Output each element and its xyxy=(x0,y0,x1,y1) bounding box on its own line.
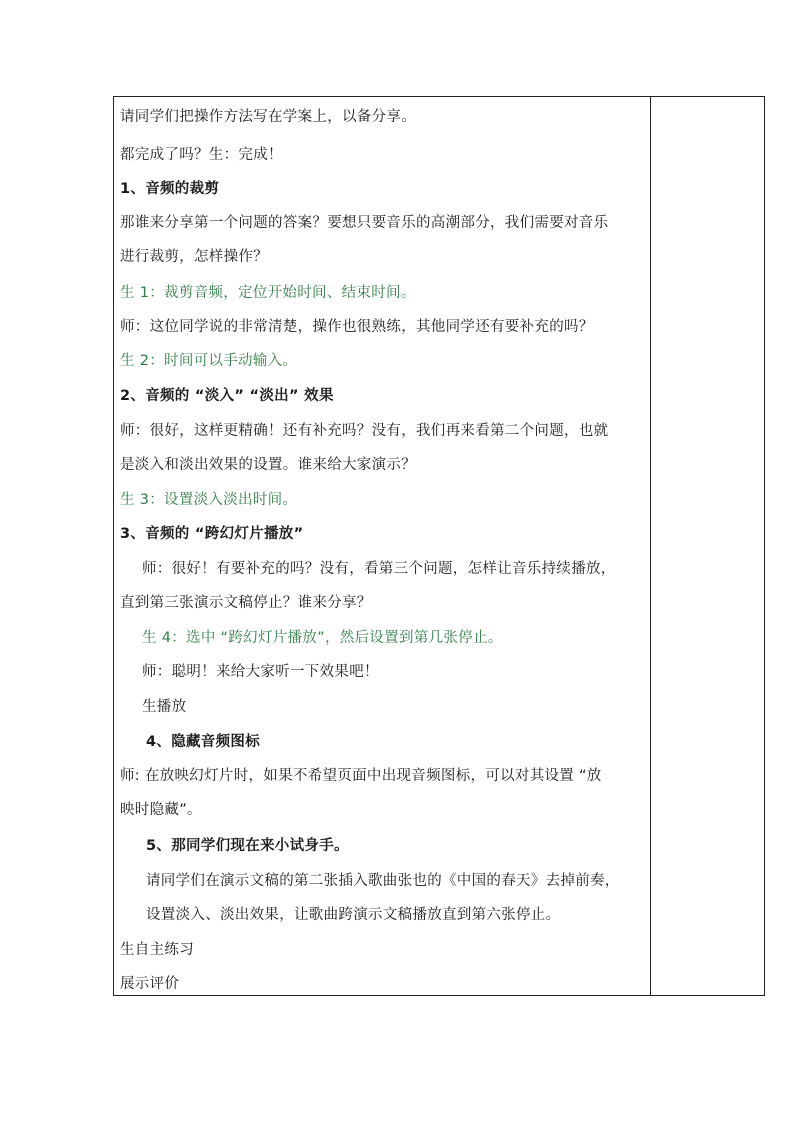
lesson-table xyxy=(113,96,765,996)
text-line: 师：很好，这样更精确！还有补充吗？没有，我们再来看第二个问题，也就 xyxy=(120,423,609,439)
text-line: 都完成了吗？生：完成！ xyxy=(120,147,283,163)
text-line: 师：这位同学说的非常清楚，操作也很熟练，其他同学还有要补充的吗？ xyxy=(120,319,594,335)
text-line: 展示评价 xyxy=(120,976,180,992)
text-line: 师：很好！有要补充的吗？没有，看第三个问题，怎样让音乐持续播放， xyxy=(142,561,616,577)
student-answer: 生 2：时间可以手动输入。 xyxy=(120,353,298,369)
text-line: 生播放 xyxy=(142,699,187,715)
text-line: 设置淡入、淡出效果，让歌曲跨演示文稿播放直到第六张停止。 xyxy=(146,907,561,923)
text-line: 请同学们把操作方法写在学案上，以备分享。 xyxy=(120,109,416,125)
student-answer: 生 4：选中 “跨幻灯片播放”，然后设置到第几张停止。 xyxy=(142,630,503,646)
text-line: 是淡入和淡出效果的设置。谁来给大家演示？ xyxy=(120,457,416,473)
text-line: 映时隐藏”。 xyxy=(120,802,202,818)
text-line: 进行裁剪，怎样操作？ xyxy=(120,249,268,265)
student-answer: 生 1：裁剪音频，定位开始时间、结束时间。 xyxy=(120,285,416,301)
student-answer: 生 3：设置淡入淡出时间。 xyxy=(120,492,298,508)
section-heading: 4、隐藏音频图标 xyxy=(146,734,260,750)
section-heading: 1、音频的裁剪 xyxy=(120,181,220,197)
text-line: 师: 在放映幻灯片时，如果不希望页面中出现音频图标，可以对其设置 “放 xyxy=(120,768,602,784)
text-line: 请同学们在演示文稿的第二张插入歌曲张也的《中国的春天》去掉前奏， xyxy=(146,873,620,889)
section-heading: 5、那同学们现在来小试身手。 xyxy=(146,838,349,854)
text-line: 直到第三张演示文稿停止？谁来分享？ xyxy=(120,595,372,611)
text-line: 生自主练习 xyxy=(120,942,194,958)
text-line: 师：聪明！来给大家听一下效果吧！ xyxy=(142,664,379,680)
column-divider xyxy=(650,97,651,995)
section-heading: 3、音频的 “跨幻灯片播放” xyxy=(120,526,304,542)
text-line: 那谁来分享第一个问题的答案？要想只要音乐的高潮部分，我们需要对音乐 xyxy=(120,215,609,231)
section-heading: 2、音频的 “淡入” “淡出” 效果 xyxy=(120,388,334,404)
